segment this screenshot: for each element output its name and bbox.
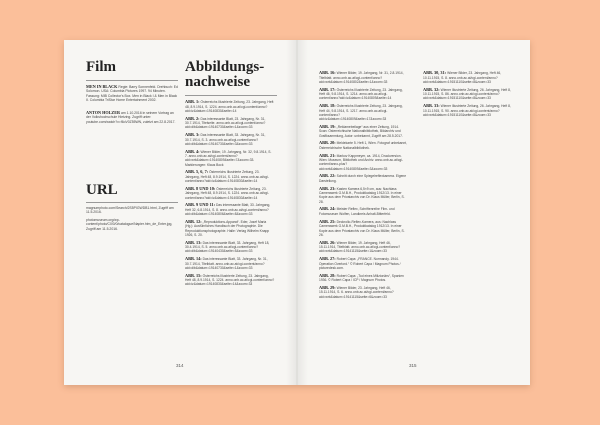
caption-entry: ABB. 28: Robert Capa: „Tod eines Milizionärs“, Spanien 1936. © Robert Capa / ICP / Magnum Photos. [319,272,404,283]
film-credit: MEN IN BLACK Regie: Barry Sonnenfeld. Drehbuch: Ed Solomon. USA: Columbia Pictures 1997. 94 Minuten. Fassung: MIB Collector's Box. Men in Black I & Men in Black II. Columbia TriStar Home Entertainment 2002. [86,84,178,103]
caption-entry: ABB. 27: Robert Capa: „FRANCE. Normandy. 1944. Operation Overlord.“ © Robert Capa / Magnum Photos / picturedesk.com. [319,256,401,270]
divider [86,80,178,81]
caption-entry: ABB. 33: Wiener Illustrierte Zeitung, 26. Jahrgang, Heft 8, 10.11.1915, S. 90. anno.onb.ac.at/cgi-content/anno?aid=wrb&datum=19151110&seite=8&zoom=33 [423,103,511,117]
section-title-url: URL [86,182,118,198]
caption-entry: ABB. 24: Meister Reflex, Schriftenreihe Film- und Fotomuseum Wolfen, Landkreis Anhalt-Bitterfeld. [319,206,395,216]
caption-entry: ABB. 26: Wiener Bilder, 19. Jahrgang, Heft 46, 15.11.1914, Titelblatt. anno.onb.ac.at/cgi-content/anno?aid=wrb&datum=19141115&seite=1&zoom=33 [319,239,401,254]
caption-entry: ABB. 30, 31: Wiener Bilder, 23. Jahrgang, Heft 46, 10.11.1915, S. 8. anno.onb.ac.at/cgi-content/anno?aid=wrb&datum=19151110&seite=8&zoom=33 [423,70,502,84]
caption-entry: ABB. 15: Österreichs Illustrierte Zeitung, 23. Jahrgang, Heft 48, 8.9.1914, S. 1224. anno.onb.ac.at/cgi-content/anno?aid=iz&datum=19140830&seite=14&zoom=33 [185,272,275,287]
url-line: magnumphoto.com/Search/2S5PIGWDB1.html, Zugriff am 11.5.2016. [86,206,174,215]
caption-entry: ABB. 14: Das interessante Blatt, 33. Jahrgang, Nr. 31, 30.7.1914, Titelblatt. anno.onb.ac.at/cgi-content/anno?aid=dib&datum=19140730&seite=1&zoom=33 [185,256,268,270]
caption-entry: ABB. 17: Österreichs Illustrierte Zeitung, 23. Jahrgang, Heft 46, 9.8.1914, S. 1214. anno.onb.ac.at/cgi-content/anno?aid=iz&datum=19140809&seite=14 [319,86,403,101]
section-title-abbildungsnachweise: Abbildungs- nachweise [185,59,265,90]
caption-entry: ABB. 18: Österreichs Illustrierte Zeitung, 23. Jahrgang, Heft 44, 9.8.1914, S. 1217. anno.onb.ac.at/cgi-content/anno?aid=iz&datum=19140809&seite=17&zoom=33 [319,103,403,121]
left-page [64,40,297,385]
caption-entry: ABB. 3: Das interessante Blatt, 33. Jahrgang, Nr. 31, 30.7.1914, S. 3. anno.onb.ac.at/cgi-content/anno?aid=dib&datum=19140730&seite=3&zoom=33 [185,132,266,146]
caption-entry: ABB. 25: Deckrollo-Reflex-Kamera, aus: Nachlass Camerawerk G.M.B.H., Produktkatalog 1912/13. In einer Kopie aus dem Privatarchiv von Dr. Klaus Müller, Berlin, S. 26. [319,218,405,237]
section-title-film: Film [86,59,116,75]
caption-entry: ABB. 2: Das interessante Blatt, 23. Jahrgang, Nr. 31, 30.7.1914, Titelseite. anno.onb.ac.at/cgi-content/anno?aid=dib&datum=19140730&seite=1&zoom=33 [185,115,266,130]
right-page [297,40,530,385]
caption-entry: ABB. 16: Wiener Bilder, 19. Jahrgang, Nr. 31, 2.8.1914, Titelblatt. anno.onb.ac.at/cgi-content/anno?aid=wrb&datum=19140802&seite=1&zoom=33 [319,70,404,84]
caption-list-left [185,99,275,289]
caption-entry: ABB. 19: „Reklamebeilage“ aus einer Zeitung, 1914. Scan: Österreichische Nationalbibliothek, Bildarchiv und Grafiksammlung, Autor: unbekannt, Zugriff am 28.5.2017. [319,123,403,138]
caption-entry: ABB. 22: Schnitt durch eine Spiegelreflexkamera. Eigene Darstellung. [319,173,407,183]
divider [185,95,277,96]
caption-entry: ABB. 23: Kasten Kamera 6,5×9 cm, aus: Nachlass Camerawerk G.M.B.H., Produktkatalog 1912/13. In einer Kopie aus dem Privatarchiv von Dr. Klaus Müller, Berlin, S. 28. [319,185,405,204]
open-book [64,40,530,385]
caption-entry: ABB. 4: Wiener Bilder, 19. Jahrgang, Nr. 32, 9.8.1914, S. 7. anno.onb.ac.at/cgi-content/anno?aid=wrb&datum=19140809&seite=7&zoom=33. Markierungen: Klaus Bock [185,148,272,167]
page-number: 314 [176,363,184,368]
page-number: 315 [409,363,417,368]
url-line: photomuseum.org/wp-content/photo/C0/0/0/catalogue/Napier.htm_de_Enter.jpg, Zugriff am 11.5.2016. [86,217,173,231]
caption-list-right-col2 [423,70,511,120]
caption-entry: ABB. 12: „Reproduktions-Apparat“. Eder, Josef Maria (Hg.): Ausführliches Handbuch der Photographie. Die Reproduktionsphotographie. Halle: Verlag Wilhelm Knapp 1926, S. 20. [185,218,270,237]
caption-entry: ABB. 32: Wiener Illustrierte Zeitung, 26. Jahrgang, Heft 8, 10.11.1915, S. 86. anno.onb.ac.at/cgi-content/anno?aid=wrb&datum=19151110&seite=8&zoom=33 [423,86,511,101]
divider [86,202,178,203]
url-list [86,206,178,231]
caption-entry: ABB. 9 UND 11: Das interessante Blatt, 33. Jahrgang, Heft 32, 6.8.1914, S. 8. anno.onb.ac.at/cgi-content/anno?aid=dib&datum=19140806&seite=8&zoom=33 [185,202,271,217]
caption-entry: ABB. 8 UND 10: Österreichs Illustrierte Zeitung, 23. Jahrgang, Heft 48, 8.9.1914, S. 1224. anno.onb.ac.at/cgi-content/anno?aid=iz&datum=19140830&seite=14 [185,185,269,200]
caption-list-right-col1 [319,70,407,301]
caption-entry: ABB. 13: Das interessante Blatt, 33. Jahrgang, Heft 18, 30.4.1914, S. 5. anno.onb.ac.at/cgi-content/anno?aid=dib&datum=19140430&seite=5&zoom=33 [185,239,270,254]
film-credit: ANTON HOLZER am 1.10.2016 in seinem Vortrag an der Volkshochschule Hietzing. Zugriff unter: youtube.com/watch?v=f6oV0Z55WN, zuletzt am 22.8.2017. [86,110,176,124]
caption-entry: ABB. 29: Wiener Bilder, 23. Jahrgang, Heft 46, 15.11.1914, S. 6. anno.onb.ac.at/cgi-content/anno?aid=wrb&datum=19141115&seite=6&zoom=33 [319,284,394,299]
caption-entry: ABB. 1: Österreichs Illustrierte Zeitung, 23. Jahrgang, Heft 48, 8.9.1914, S. 1224. anno.onb.ac.at/cgi-content/anno?aid=iz&datum=19140830&seite=14 [185,99,274,113]
caption-entry: ABB. 20: Meldekarte 5. Heft 1, Wien. Fotograf unbekannt, Österreichische Nationalbibliothek. [319,140,408,150]
caption-entry: ABB. 21: Markov Kappmeyer, ca. 1914, Druckversion. Wien: Museum, Bibliothek und Archiv. anno.onb.ac.at/cgi-content/anno-plus?aid=wrb&datum=19140809&seite=3&zoom=33 [319,152,404,171]
caption-entry: ABB. 5, 6, 7: Österreichs Illustrierte Zeitung, 23. Jahrgang, Heft 48, 8.9.1914, S. 1224. anno.onb.ac.at/cgi-content/anno?aid=iz&datum=19140830&seite=14 [185,169,269,184]
